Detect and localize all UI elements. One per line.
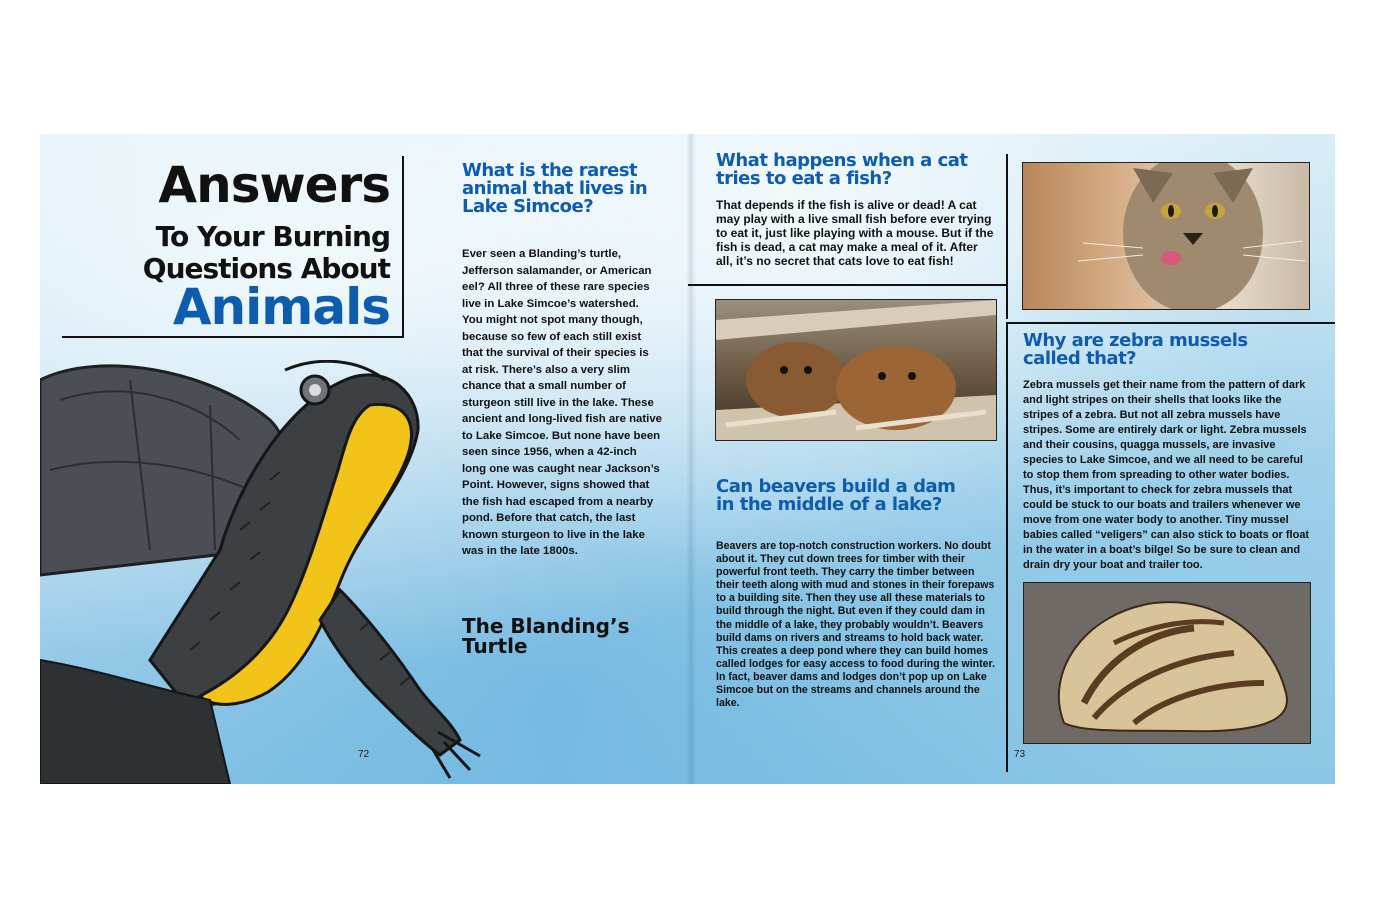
title-line-4: Animals: [172, 278, 390, 336]
book-gutter: [686, 134, 696, 784]
divider-vertical-top: [1006, 154, 1008, 319]
paragraph-rarest-animal: Ever seen a Blanding’s turtle, Jefferson salamander, or American eel? All three of these rare species live in Lake Simcoe’s watershed. You might not spot many though, because so few of each still exist that the survival of their species is at risk. There’s also a very slim chance that a small number of sturgeon still live in the lake. These ancient and long-lived fish are native to Lake Simcoe. But none have been seen since 1956, when a 42-inch long one was caught near Jackson’s Point. However, signs showed that the fish had escaped from a nearby pond. Before that catch, the last known sturgeon to live in the lake was in the late 1800s.: [462, 248, 663, 557]
heading-rarest-animal: What is the rarest animal that lives in Lake Simcoe?: [462, 160, 648, 217]
paragraph-beavers: Beavers are top-notch construction workers. No doubt about it. They cut down trees for timber with their powerful front teeth. They carry the timber between their teeth along with mud and stones in their forepaws to a building site. Then they use all these materials to build through the night. But even if they could dam in the middle of a lake, they probably wouldn’t. Beavers build dams on rivers and streams to hold back water. This creates a deep pond where they can build homes called lodges for easy access to food during the winter. In fact, beaver dams and lodges don’t pop up on Lake Simcoe but on the streams and channels around the lake.: [716, 540, 996, 710]
beavers-image: [716, 300, 996, 440]
heading-beavers: Can beavers build a dam in the middle of a lake?: [716, 476, 956, 515]
turtle-caption: The Blanding’s Turtle: [462, 614, 630, 658]
divider-cat: [688, 284, 1008, 286]
zebra-mussel-image: [1024, 583, 1310, 743]
title-line-2: To Your Burning: [155, 220, 390, 253]
cat-face-image: [1023, 163, 1309, 309]
zebra-mussel-photo: [1023, 582, 1311, 744]
page-number-right: 73: [1014, 749, 1026, 760]
heading-cat-fish: What happens when a cat tries to eat a fish?: [716, 150, 968, 189]
paragraph-zebra-mussels: Zebra mussels get their name from the pattern of dark and light stripes on their shells that looks like the stripes of a zebra. But not all zebra mussels have stripes. Some are entirely dark or light. Zebra mussels and their cousins, quagga mussels, are invasive species to Lake Simcoe, and we all need to be careful to stop them from spreading to other water bodies. Thus, it’s important to check for zebra mussels that could be stuck to our boats and trailers whenever we move from one water body to another. Tiny mussel babies called “veligers” can also stick to boats or float in the water in a boat’s bilge! So be sure to clean and drain dry your boat and trailer too.: [1023, 379, 1310, 571]
heading-zebra-mussels: Why are zebra mussels called that?: [1023, 330, 1248, 369]
beavers-photo: [715, 299, 997, 441]
cat-photo: [1022, 162, 1310, 310]
book-spread: [40, 134, 1335, 784]
divider-mussels: [1006, 322, 1335, 324]
blandings-turtle-illustration: [40, 360, 500, 784]
page-number-left: 72: [358, 749, 370, 760]
divider-vertical-right: [1006, 322, 1008, 772]
title-line-1: Answers: [158, 156, 390, 214]
paragraph-cat-fish: That depends if the fish is alive or dead! A cat may play with a live small fish before ever trying to eat it, just like playing with a mouse. But if the fish is dead, a cat may make a meal of it. After all, it’s no secret that cats love to eat fish!: [716, 198, 994, 268]
title-block: [62, 156, 404, 338]
title-line-3: Questions About: [142, 252, 390, 285]
